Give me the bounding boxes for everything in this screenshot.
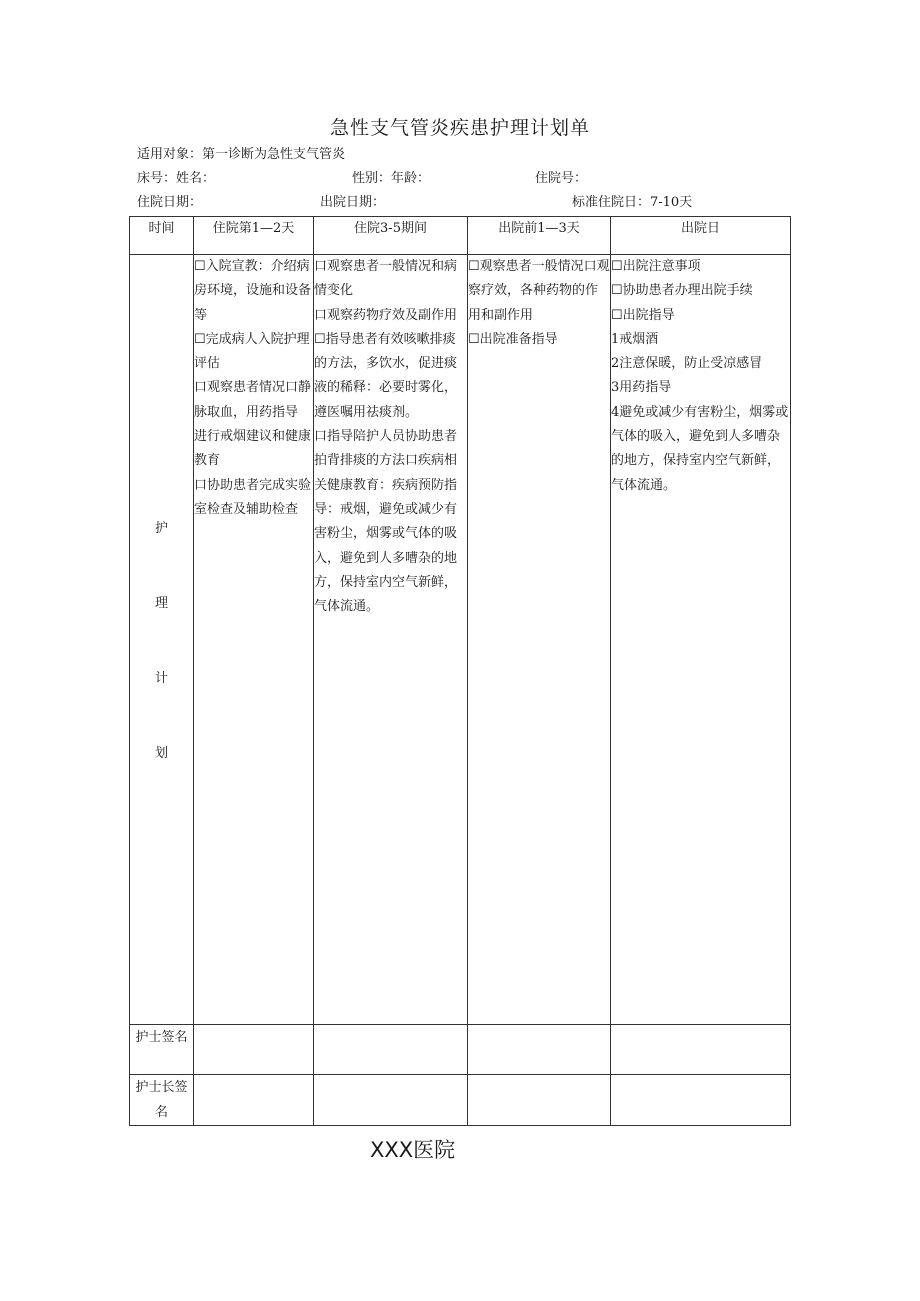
- plan-cell-discharge-day: [611, 255, 791, 1025]
- applicable-object: 适用对象：第一诊断为急性支气管炎: [137, 147, 346, 162]
- plan-cell-day3-5: [314, 255, 468, 1025]
- signature-cell[interactable]: [611, 1025, 791, 1075]
- header-discharge-day: 出院日: [611, 217, 791, 255]
- plan-item: ☐入院宣教：介绍病房环境，设施和设备等: [194, 259, 312, 323]
- row-label-char: 计: [154, 671, 168, 686]
- hospital-name: XXX医院: [370, 1138, 456, 1162]
- row-label-nursing-plan: [130, 255, 194, 1025]
- signature-cell[interactable]: [314, 1075, 468, 1126]
- plan-item: 4避免或减少有害粉尘，烟雾或气体的吸入，避免到人多嘈杂的地方，保持室内空气新鲜，气体流通。: [611, 404, 789, 493]
- nurse-sign-row: [130, 1025, 791, 1075]
- header-row: [130, 217, 791, 255]
- plan-item: 口观察药物疗效及副作用: [314, 307, 458, 323]
- row-label-char: 护: [154, 521, 168, 536]
- plan-cell-pre-discharge: [468, 255, 611, 1025]
- plan-item: ☐出院准备指导: [468, 331, 558, 347]
- head-nurse-sign-label: 护士长签名: [130, 1075, 194, 1126]
- plan-row: [130, 255, 791, 1025]
- plan-cell-day1-2: [194, 255, 314, 1025]
- page-title: 急性支气管炎疾患护理计划单: [329, 117, 590, 139]
- signature-cell[interactable]: [194, 1075, 314, 1126]
- plan-item: ☐观察患者一般情况口观察疗效，各种药物的作用和副作用: [468, 259, 610, 323]
- plan-item: ☐指导患者有效咳嗽排痰的方法，多饮水，促进痰液的稀释：必要时雾化，遵医嘱用祛痰剂。: [314, 331, 458, 420]
- gender-age-field: 性别：年龄：: [352, 171, 431, 186]
- plan-item: 3用药指导: [611, 380, 672, 396]
- head-nurse-sign-row: [130, 1075, 791, 1126]
- row-label-char: 划: [154, 746, 168, 761]
- plan-item: ☐出院注意事项: [611, 259, 701, 274]
- signature-cell[interactable]: [468, 1025, 611, 1075]
- plan-item: 2注意保暖，防止受凉感冒: [611, 356, 763, 372]
- signature-cell[interactable]: [611, 1075, 791, 1126]
- plan-item: 1戒烟酒: [611, 331, 659, 347]
- plan-item: 口观察患者情况口静脉取血，用药指导: [194, 380, 312, 420]
- header-day3-5: 住院3-5期间: [314, 217, 468, 255]
- row-label-char: 理: [154, 596, 168, 611]
- signature-cell[interactable]: [194, 1025, 314, 1075]
- nursing-plan-table: [129, 216, 791, 1126]
- plan-item: 口协助患者完成实验室检查及辅助检查: [194, 477, 312, 517]
- header-day1-2: 住院第1—2天: [194, 217, 314, 255]
- plan-item: ☐协助患者办理出院手续: [611, 283, 753, 299]
- plan-item: ☐完成病人入院护理评估: [194, 331, 310, 372]
- signature-cell[interactable]: [468, 1075, 611, 1126]
- plan-item: 口指导陪护人员协助患者拍背排痰的方法口疾病相关健康教育：疾病预防指导：戒烟，避免或减少有害粉尘，烟雾或气体的吸入，避免到人多嘈杂的地方，保持室内空气新鲜，气体流通。: [314, 429, 458, 615]
- nurse-sign-label: 护士签名: [130, 1025, 194, 1075]
- plan-item: ☐出院指导: [611, 307, 675, 323]
- admission-date-field: 住院日期：: [137, 195, 203, 210]
- hospital-number-field: 住院号：: [535, 171, 588, 186]
- header-pre-discharge: 出院前1—3天: [468, 217, 611, 255]
- plan-item: 口观察患者一般情况和病情变化: [314, 259, 458, 299]
- signature-cell[interactable]: [314, 1025, 468, 1075]
- standard-stay-field: 标准住院日：7-10天: [572, 195, 693, 210]
- bed-name-field: 床号：姓名：: [137, 171, 216, 186]
- header-time: 时间: [130, 217, 194, 255]
- plan-item: 进行戒烟建议和健康教育: [194, 429, 312, 469]
- discharge-date-field: 出院日期：: [320, 195, 386, 210]
